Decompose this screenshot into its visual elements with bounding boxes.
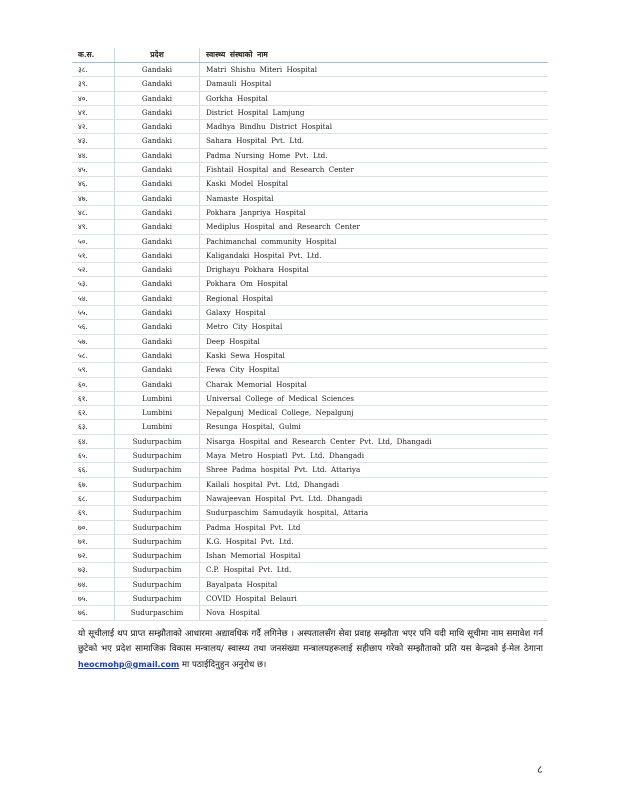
- institution-name-cell: Pokhara Om Hospital: [206, 279, 288, 289]
- province-cell: Lumbini: [115, 392, 200, 405]
- table-row: [72, 277, 548, 291]
- institution-name-cell: Gorkha Hospital: [206, 93, 268, 103]
- institution-name-cell: Sahara Hospital Pvt. Ltd.: [206, 136, 304, 146]
- institution-name-cell: Nova Hospital: [206, 608, 260, 618]
- serial-cell: ५१.: [72, 249, 115, 262]
- institution-name-cell: Nisarga Hospital and Research Center Pvt. Ltd, Dhangadi: [206, 436, 432, 446]
- institution-name-cell: Metro City Hospital: [206, 322, 283, 332]
- table-row: [72, 349, 548, 363]
- table-row: [72, 578, 548, 592]
- institution-name-cell: Madhya Bindhu District Hospital: [206, 122, 333, 132]
- institution-name-cell: Padma Nursing Home Pvt. Ltd.: [206, 150, 328, 160]
- table-body: [72, 63, 548, 621]
- table-row: [72, 521, 548, 535]
- serial-cell: ६२.: [72, 406, 115, 419]
- province-cell: Sudurpachim: [115, 535, 200, 548]
- province-cell: Gandaki: [115, 263, 200, 276]
- serial-cell: ६६.: [72, 463, 115, 476]
- table-row: [72, 306, 548, 320]
- serial-cell: ४९.: [72, 220, 115, 233]
- hospital-table: [72, 48, 548, 621]
- table-row: [72, 420, 548, 434]
- province-cell: Gandaki: [115, 120, 200, 133]
- serial-cell: ६४.: [72, 435, 115, 448]
- note-text: यो सूचीलाई थप प्राप्त सम्झौताको आधारमा अद्यावधिक गर्दै लगिनेछ । अस्पतालसँग सेवा प्रवाह सम्झौता भएर पनि यदी माथि सूचीमा नाम समावेश गर्न छुटेको भए प्रदेश सामाजिक विकास मन्त्रालय/ स्वास्थ्य तथा जनसंख्या मन्त्रालयहरूलाई सहीछाप गरेको सम्झौताको प्रति यस केन्द्रको ई-मेल ठेगाना: [78, 628, 543, 654]
- serial-cell: ५३.: [72, 277, 115, 290]
- serial-cell: ७२.: [72, 549, 115, 562]
- table-row: [72, 363, 548, 377]
- note-text-end: मा पठाईदिनुहुन अनुरोध छ।: [179, 659, 267, 670]
- institution-name-cell: Deep Hospital: [206, 336, 260, 346]
- province-cell: Gandaki: [115, 306, 200, 319]
- institution-name-cell: Kailali hospital Pvt. Ltd, Dhangadi: [206, 479, 339, 489]
- institution-name-cell: Fishtail Hospital and Research Center: [206, 165, 354, 175]
- serial-cell: ४४.: [72, 149, 115, 162]
- institution-name-cell: Pachimanchal community Hospital: [206, 236, 337, 246]
- table-row: [72, 77, 548, 91]
- province-cell: Sudurpachim: [115, 592, 200, 605]
- table-row: [72, 335, 548, 349]
- table-row: [72, 249, 548, 263]
- institution-name-cell: Kaligandaki Hospital Pvt. Ltd.: [206, 250, 322, 260]
- serial-cell: ४८.: [72, 206, 115, 219]
- table-row: [72, 106, 548, 120]
- institution-name-cell: Kaski Model Hospital: [206, 179, 289, 189]
- serial-cell: ३८.: [72, 63, 115, 76]
- table-row: [72, 134, 548, 148]
- institution-name-cell: Matri Shishu Miteri Hospital: [206, 65, 318, 74]
- province-cell: Sudurpachim: [115, 549, 200, 562]
- province-cell: Sudurpachim: [115, 435, 200, 448]
- serial-cell: ५४.: [72, 292, 115, 305]
- table-row: [72, 549, 548, 563]
- institution-name-cell: Universal College of Medical Sciences: [206, 393, 354, 403]
- institution-name-cell: COVID Hospital Belauri: [206, 593, 297, 603]
- institution-name-cell: Resunga Hospital, Gulmi: [206, 422, 301, 432]
- email-link[interactable]: heocmohp@gmail.com: [78, 659, 180, 669]
- institution-name-cell: Sudurpaschim Samudayik hospital, Attaria: [206, 508, 369, 518]
- serial-cell: ३९.: [72, 77, 115, 90]
- table-row: [72, 220, 548, 234]
- table-row: [72, 506, 548, 520]
- institution-name-cell: Ishan Memorial Hospital: [206, 551, 301, 561]
- serial-cell: ४०.: [72, 92, 115, 105]
- serial-cell: ५७.: [72, 335, 115, 348]
- province-cell: Gandaki: [115, 92, 200, 105]
- table-row: [72, 563, 548, 577]
- table-row: [72, 606, 548, 620]
- province-cell: Sudurpachim: [115, 449, 200, 462]
- institution-name-cell: Nawajeevan Hospital Pvt. Ltd. Dhangadi: [206, 493, 363, 503]
- table-row: [72, 292, 548, 306]
- institution-name-cell: Namaste Hospital: [206, 193, 274, 203]
- serial-cell: ५६.: [72, 320, 115, 333]
- serial-cell: ७०.: [72, 521, 115, 534]
- serial-cell: ५२.: [72, 263, 115, 276]
- table-row: [72, 406, 548, 420]
- serial-cell: ४३.: [72, 134, 115, 147]
- province-cell: Sudurpaschim: [115, 606, 200, 619]
- province-cell: Sudurpachim: [115, 506, 200, 519]
- serial-cell: ४५.: [72, 163, 115, 176]
- serial-cell: ५९.: [72, 363, 115, 376]
- table-row: [72, 63, 548, 77]
- serial-cell: ४६.: [72, 177, 115, 190]
- table-row: [72, 535, 548, 549]
- institution-name-cell: Galaxy Hospital: [206, 308, 266, 318]
- institution-name-cell: K.G. Hospital Pvt. Ltd.: [206, 536, 294, 546]
- table-row: [72, 149, 548, 163]
- institution-name-cell: Padma Hospital Pvt. Ltd: [206, 522, 301, 532]
- institution-name-cell: Pokhara Janpriya Hospital: [206, 207, 306, 217]
- province-cell: Gandaki: [115, 363, 200, 376]
- serial-cell: ६३.: [72, 420, 115, 433]
- province-cell: Gandaki: [115, 249, 200, 262]
- serial-cell: ६५.: [72, 449, 115, 462]
- institution-name-cell: Regional Hospital: [206, 293, 274, 303]
- header-institution-name: स्वास्थ्य संस्थाको नाम: [206, 50, 268, 59]
- province-cell: Gandaki: [115, 134, 200, 147]
- table-row: [72, 378, 548, 392]
- province-cell: Sudurpachim: [115, 521, 200, 534]
- institution-name-cell: Kaski Sewa Hospital: [206, 350, 285, 360]
- serial-cell: ७३.: [72, 563, 115, 576]
- province-cell: Gandaki: [115, 335, 200, 348]
- serial-cell: ६७.: [72, 478, 115, 491]
- province-cell: Gandaki: [115, 163, 200, 176]
- institution-name-cell: Nepalgunj Medical College, Nepalgunj: [206, 408, 354, 418]
- province-cell: Sudurpachim: [115, 463, 200, 476]
- table-row: [72, 177, 548, 191]
- province-cell: Sudurpachim: [115, 492, 200, 505]
- serial-cell: ७५.: [72, 592, 115, 605]
- serial-cell: ६८.: [72, 492, 115, 505]
- serial-cell: ६१.: [72, 392, 115, 405]
- table-row: [72, 478, 548, 492]
- institution-name-cell: Shree Padma hospital Pvt. Ltd. Attariya: [206, 465, 361, 475]
- institution-name-cell: Damauli Hospital: [206, 79, 272, 89]
- table-row: [72, 449, 548, 463]
- province-cell: Gandaki: [115, 220, 200, 233]
- province-cell: Lumbini: [115, 406, 200, 419]
- province-cell: Gandaki: [115, 206, 200, 219]
- province-cell: Gandaki: [115, 292, 200, 305]
- province-cell: Sudurpachim: [115, 478, 200, 491]
- province-cell: Gandaki: [115, 277, 200, 290]
- institution-name-cell: Mediplus Hospital and Research Center: [206, 222, 360, 232]
- table-row: [72, 592, 548, 606]
- province-cell: Gandaki: [115, 77, 200, 90]
- serial-cell: ७१.: [72, 535, 115, 548]
- institution-name-cell: Maya Metro Hospiatl Pvt. Ltd. Dhangadi: [206, 451, 365, 461]
- province-cell: Sudurpachim: [115, 563, 200, 576]
- table-row: [72, 92, 548, 106]
- serial-cell: ४१.: [72, 106, 115, 119]
- page-number: ८: [537, 763, 543, 776]
- serial-cell: ७४.: [72, 578, 115, 591]
- province-cell: Gandaki: [115, 235, 200, 248]
- note-paragraph: [78, 627, 543, 673]
- page-content: [72, 48, 548, 673]
- province-cell: Gandaki: [115, 349, 200, 362]
- province-cell: Gandaki: [115, 149, 200, 162]
- province-cell: Sudurpachim: [115, 578, 200, 591]
- table-row: [72, 492, 548, 506]
- province-cell: Lumbini: [115, 420, 200, 433]
- serial-cell: ४२.: [72, 120, 115, 133]
- institution-name-cell: Charak Memorial Hospital: [206, 379, 307, 389]
- serial-cell: ७६.: [72, 606, 115, 619]
- table-row: [72, 320, 548, 334]
- institution-name-cell: Bayalpata Hospital: [206, 579, 278, 589]
- institution-name-cell: Fewa City Hospital: [206, 365, 280, 375]
- header-province: प्रदेश: [115, 48, 200, 62]
- table-row: [72, 435, 548, 449]
- serial-cell: ५५.: [72, 306, 115, 319]
- table-row: [72, 206, 548, 220]
- province-cell: Gandaki: [115, 106, 200, 119]
- serial-cell: ५०.: [72, 235, 115, 248]
- table-row: [72, 163, 548, 177]
- province-cell: Gandaki: [115, 378, 200, 391]
- serial-cell: ४७.: [72, 192, 115, 205]
- table-row: [72, 392, 548, 406]
- table-row: [72, 263, 548, 277]
- header-serial: क.स.: [72, 48, 115, 62]
- serial-cell: ६०.: [72, 378, 115, 391]
- institution-name-cell: District Hospital Lamjung: [206, 107, 305, 117]
- province-cell: Gandaki: [115, 63, 200, 76]
- table-header: [72, 48, 548, 63]
- serial-cell: ६९.: [72, 506, 115, 519]
- serial-cell: ५८.: [72, 349, 115, 362]
- table-row: [72, 120, 548, 134]
- province-cell: Gandaki: [115, 177, 200, 190]
- table-row: [72, 192, 548, 206]
- institution-name-cell: Drighayu Pokhara Hospital: [206, 265, 309, 275]
- institution-name-cell: C.P. Hospital Pvt. Ltd.: [206, 565, 292, 575]
- province-cell: Gandaki: [115, 320, 200, 333]
- table-row: [72, 235, 548, 249]
- table-row: [72, 463, 548, 477]
- province-cell: Gandaki: [115, 192, 200, 205]
